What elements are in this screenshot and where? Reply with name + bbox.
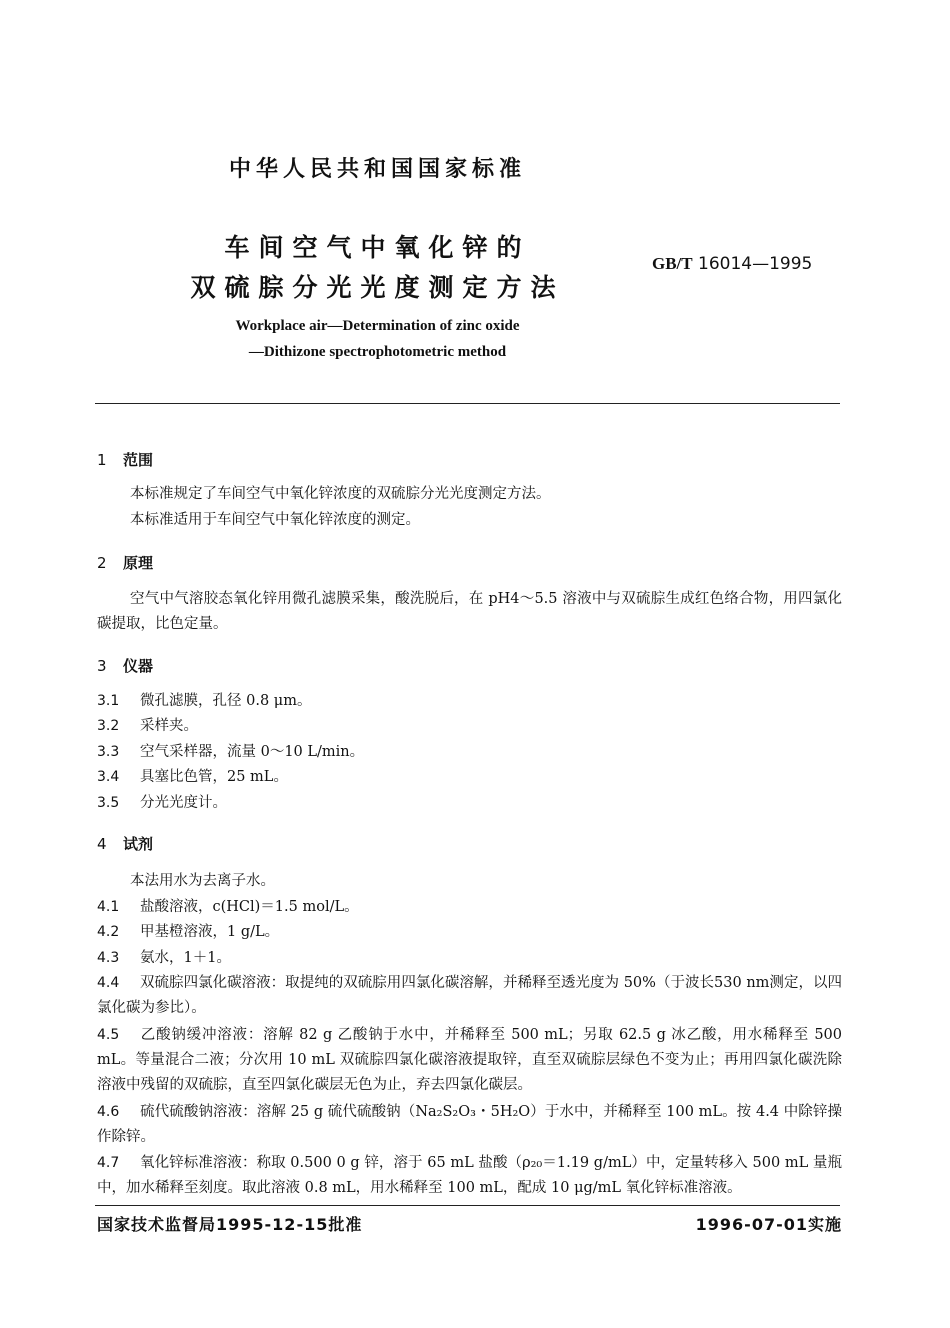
section-1-paragraph-2: 本标准适用于车间空气中氧化锌浓度的测定。 [130,512,420,528]
standard-code-prefix: GB/T [652,254,693,273]
item-number: 3.1 [97,693,120,709]
item-number: 4.5 [97,1027,120,1043]
section-number: 3 [97,657,107,675]
item-number: 3.4 [97,769,120,785]
list-item [97,895,842,920]
national-standard-heading: 中华人民共和国国家标准 [228,157,526,182]
item-text: 盐酸溶液，c(HCl)＝1.5 mol/L。 [140,899,359,915]
standard-code-number: 16014—1995 [698,254,813,274]
item-text: 双硫腙四氯化碳溶液：取提纯的双硫腙用四氯化碳溶解，并稀释至透光度为 50%（于波长530 nm测定，以四氯化碳为参比）。 [97,975,842,1016]
section-1-heading [97,449,153,470]
section-title: 原理 [123,554,154,572]
section-1-paragraph-1: 本标准规定了车间空气中氧化锌浓度的双硫腙分光光度测定方法。 [130,486,551,502]
item-text: 采样夹。 [140,718,198,734]
section-2-paragraph: 空气中气溶胶态氧化锌用微孔滤膜采集，酸洗脱后，在 pH4～5.5 溶液中与双硫腙生成红色络合物，用四氯化碳提取，比色定量。 [97,591,842,632]
document-title-line1: 车间空气中氧化锌的 [224,233,531,262]
list-item [97,920,842,945]
item-number: 4.1 [97,899,120,915]
item-number: 3.3 [97,744,120,760]
item-text: 微孔滤膜，孔径 0.8 μm。 [140,693,312,709]
section-3-heading [97,655,153,676]
footer-rule [95,1205,840,1206]
list-item [97,1023,842,1098]
item-text: 甲基橙溶液，1 g/L。 [140,924,280,940]
section-title: 试剂 [123,835,154,853]
item-text: 乙酸钠缓冲溶液：溶解 82 g 乙酸钠于水中，并稀释至 500 mL；另取 62.5 g 冰乙酸，用水稀释至 500 mL。等量混合二液；分次用 10 mL 双硫腙四氯化碳溶液提取锌，直至双硫腙层绿色不变为止；再用四氯化碳洗除溶液中残留的双硫腙，直至四氯化碳层无色为止，弃去四氯化碳层。 [97,1027,842,1093]
item-number: 4.4 [97,975,120,991]
item-text: 硫代硫酸钠溶液：溶解 25 g 硫代硫酸钠（Na₂S₂O₃・5H₂O）于水中，并稀释至 100 mL。按 4.4 中除锌操作除锌。 [97,1104,842,1145]
section-4-intro: 本法用水为去离子水。 [130,873,275,889]
item-text: 空气采样器，流量 0～10 L/min。 [140,744,365,760]
english-title-line2: —Dithizone spectrophotometric method [248,344,507,360]
section-title: 仪器 [123,657,154,675]
section-title: 范围 [123,451,154,469]
item-text: 分光光度计。 [140,795,227,811]
document-title-line2: 双硫腙分光光度测定方法 [190,273,565,302]
item-number: 4.2 [97,924,120,940]
item-number: 4.3 [97,950,120,966]
list-item [97,791,842,816]
section-number: 4 [97,835,107,853]
list-item [97,946,842,971]
english-title-line1: Workplace air—Determination of zinc oxide [235,318,520,334]
list-item [97,1151,842,1201]
list-item [97,714,842,739]
list-item [97,740,842,765]
header-rule [95,403,840,404]
section-2-heading [97,552,153,573]
item-text: 氧化锌标准溶液：称取 0.500 0 g 锌，溶于 65 mL 盐酸（ρ₂₀＝1.19 g/mL）中，定量转移入 500 mL 量瓶中，加水稀释至刻度。取此溶液 0.8 mL，用水稀释至 100 mL，配成 10 μg/mL 氧化锌标准溶液。 [97,1155,842,1196]
list-item [97,1100,842,1150]
list-item [97,765,842,790]
section-number: 1 [97,451,107,469]
item-text: 具塞比色管，25 mL。 [140,769,288,785]
section-number: 2 [97,554,107,572]
approval-date: 国家技术监督局1995-12-15批准 [97,1215,363,1234]
section-4-heading [97,833,153,854]
effective-date: 1996-07-01实施 [695,1215,842,1234]
list-item [97,689,842,714]
item-text: 氨水，1＋1。 [140,950,231,966]
item-number: 4.6 [97,1104,120,1120]
item-number: 3.2 [97,718,120,734]
item-number: 3.5 [97,795,120,811]
standard-code [652,254,812,274]
item-number: 4.7 [97,1155,120,1171]
list-item [97,971,842,1021]
